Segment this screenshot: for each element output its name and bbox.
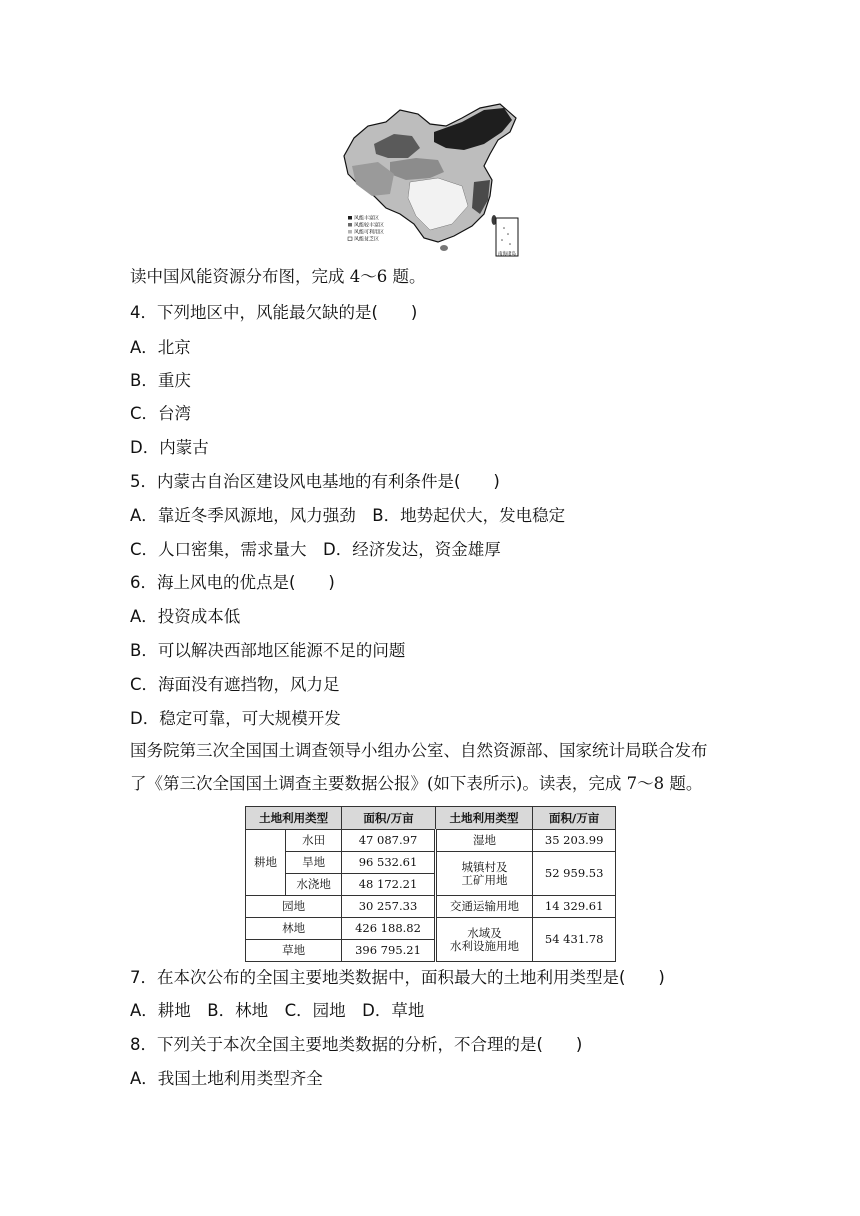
question-5-options-cd[interactable]: C．人口密集，需求量大 D．经济发达，资金雄厚 [130, 540, 501, 559]
question-6-option-d[interactable]: D．稳定可靠，可大规模开发 [130, 709, 341, 728]
header-area: 面积/万亩 [342, 807, 435, 830]
question-4-option-a[interactable]: A．北京 [130, 338, 191, 357]
cell-shuitian: 水田 [285, 830, 341, 852]
legend-item: 风能贫乏区 [354, 236, 380, 243]
question-6-option-a[interactable]: A．投资成本低 [130, 607, 241, 626]
cell-chengzhen-line2: 工矿用地 [461, 872, 508, 887]
cell-shidi: 湿地 [435, 830, 533, 852]
intro-table-line1: 国务院第三次全国国土调查领导小组办公室、自然资源部、国家统计局联合发布 [130, 741, 708, 760]
cell-shuijiaodi-value: 48 172.21 [342, 874, 435, 896]
question-8-option-a[interactable]: A．我国土地利用类型齐全 [130, 1069, 323, 1088]
question-5-stem: 5．内蒙古自治区建设风电基地的有利条件是( ) [130, 472, 500, 491]
cell-shuiyu-line1: 水域及 [467, 925, 502, 940]
cell-lindi: 林地 [246, 918, 342, 940]
legend-item: 风能丰富区 [354, 215, 380, 222]
question-4-option-d[interactable]: D．内蒙古 [130, 438, 209, 457]
hainan [440, 245, 448, 251]
coast-zone [472, 180, 490, 214]
question-6-option-b[interactable]: B．可以解决西部地区能源不足的问题 [130, 641, 406, 660]
header-type-2: 土地利用类型 [435, 807, 533, 830]
question-7-stem: 7．在本次公布的全国主要地类数据中，面积最大的土地利用类型是( ) [130, 968, 665, 987]
question-7-options[interactable]: A．耕地 B．林地 C．园地 D．草地 [130, 1001, 425, 1020]
header-type: 土地利用类型 [246, 807, 342, 830]
cell-shuitian-value: 47 087.97 [342, 830, 435, 852]
cell-handi: 旱地 [285, 852, 341, 874]
legend-item: 风能较丰富区 [354, 222, 385, 229]
question-4-stem: 4．下列地区中，风能最欠缺的是( ) [130, 303, 418, 322]
cell-shuijiaodi: 水浇地 [285, 874, 341, 896]
cell-caodi: 草地 [246, 940, 342, 962]
legend-item: 风能可利用区 [354, 229, 385, 236]
intro-map: 读中国风能资源分布图，完成 4～6 题。 [130, 267, 426, 286]
cell-shuiyu [435, 918, 533, 962]
question-4-option-c[interactable]: C．台湾 [130, 404, 192, 423]
cell-yuandi-value: 30 257.33 [342, 896, 435, 918]
cell-shuiyu-value: 54 431.78 [533, 918, 616, 962]
question-5-options-ab[interactable]: A．靠近冬季风源地，风力强劲 B．地势起伏大，发电稳定 [130, 506, 566, 525]
inset-label: 南海诸岛 [498, 252, 516, 257]
cell-jiaotong-value: 14 329.61 [533, 896, 616, 918]
cell-handi-value: 96 532.61 [342, 852, 435, 874]
question-4-option-b[interactable]: B．重庆 [130, 371, 191, 390]
cell-yuandi: 园地 [246, 896, 342, 918]
south-china-sea-inset [496, 218, 518, 256]
cell-chengzhen-line1: 城镇村及 [461, 859, 508, 874]
cell-lindi-value: 426 188.82 [342, 918, 435, 940]
cell-caodi-value: 396 795.21 [342, 940, 435, 962]
cell-chengzhen-value: 52 959.53 [533, 852, 616, 896]
question-6-option-c[interactable]: C．海面没有遮挡物，风力足 [130, 675, 340, 694]
header-area-2: 面积/万亩 [533, 807, 616, 830]
cell-shuiyu-line2: 水利设施用地 [450, 938, 520, 953]
intro-table-line2: 了《第三次全国国土调查主要数据公报》(如下表所示)。读表，完成 7～8 题。 [130, 774, 703, 793]
cell-jiaotong: 交通运输用地 [435, 896, 533, 918]
cell-chengzhen [435, 852, 533, 896]
map-legend [348, 215, 384, 243]
question-6-stem: 6．海上风电的优点是( ) [130, 573, 335, 592]
cell-gengdi: 耕地 [246, 830, 286, 896]
cell-shidi-value: 35 203.99 [533, 830, 616, 852]
china-wind-energy-map [334, 96, 524, 260]
land-use-table [245, 806, 616, 962]
question-8-stem: 8．下列关于本次全国主要地类数据的分析，不合理的是( ) [130, 1035, 583, 1054]
